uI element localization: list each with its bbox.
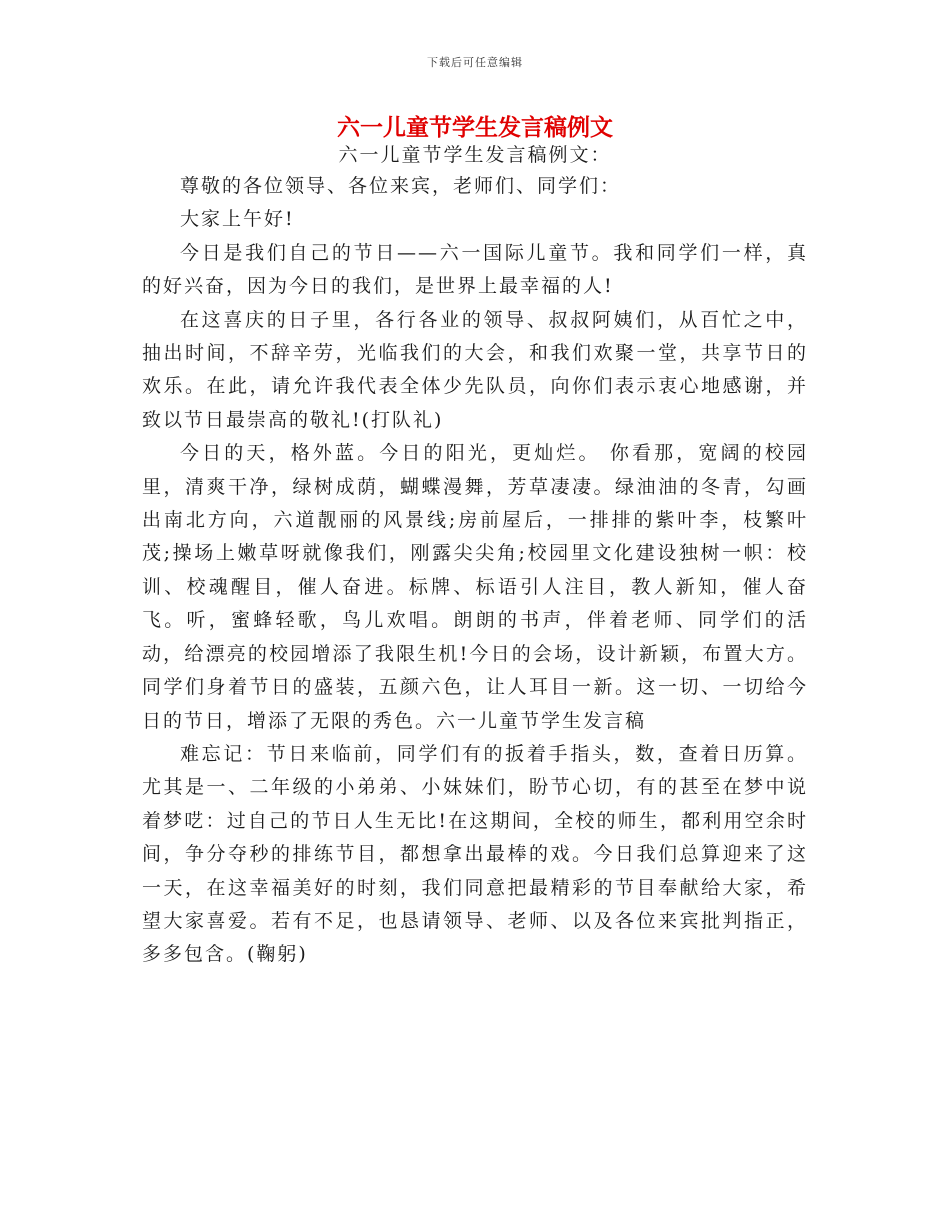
paragraph-greeting: 大家上午好! — [180, 208, 295, 231]
document-subtitle: 六一儿童节学生发言稿例文： — [338, 144, 612, 166]
document-title: 六一儿童节学生发言稿例文 — [337, 114, 613, 141]
document-body — [142, 170, 808, 972]
paragraph-campus: 今日的天，格外蓝。今日的阳光，更灿烂。 你看那，宽阔的校园里，清爽干净，绿树成荫，蝴蝶漫舞，芳草凄凄。绿油油的冬青，勾画出南北方向，六道靓丽的风景线;房前屋后，一排排的紫叶李，枝繁叶茂;操场上嫩草呀就像我们，刚露尖尖角;校园里文化建设独树一帜：校训、校魂醒目，催人奋进。标牌、标语引人注目，教人新知，催人奋飞。听，蜜蜂轻歌，鸟儿欢唱。朗朗的书声，伴着老师、同学们的活动，给漂亮的校园增添了我限生机!今日的会场，设计新颖，布置大方。同学们身着节日的盛装，五颜六色，让人耳目一新。这一切、一切给今日的节日，增添了无限的秀色。六一儿童节学生发言稿 — [142, 442, 808, 732]
page-header-note: 下载后可任意编辑 — [427, 56, 523, 69]
paragraph-closing: 难忘记：节日来临前，同学们有的扳着手指头，数，查着日历算。尤其是一、二年级的小弟弟、小妹妹们，盼节心切，有的甚至在梦中说着梦呓：过自己的节日人生无比!在这期间，全校的师生，都利用空余时间，争分夺秒的排练节目，都想拿出最棒的戏。今日我们总算迎来了这一天，在这幸福美好的时刻，我们同意把最精彩的节目奉献给大家，希望大家喜爱。若有不足，也恳请领导、老师、以及各位来宾批判指正，多多包含。(鞠躬) — [142, 742, 808, 966]
paragraph-salutation: 尊敬的各位领导、各位来宾，老师们、同学们： — [180, 175, 622, 197]
paragraph-thanks: 在这喜庆的日子里，各行各业的领导、叔叔阿姨们，从百忙之中，抽出时间，不辞辛劳，光临我们的大会，和我们欢聚一堂，共享节日的欢乐。在此，请允许我代表全体少先队员，向你们表示衷心地感谢，并致以节日最崇高的敬礼!(打队礼) — [142, 308, 808, 431]
paragraph-opening: 今日是我们自己的节日——六一国际儿童节。我和同学们一样，真的好兴奋，因为今日的我们，是世界上最幸福的人! — [142, 241, 808, 298]
